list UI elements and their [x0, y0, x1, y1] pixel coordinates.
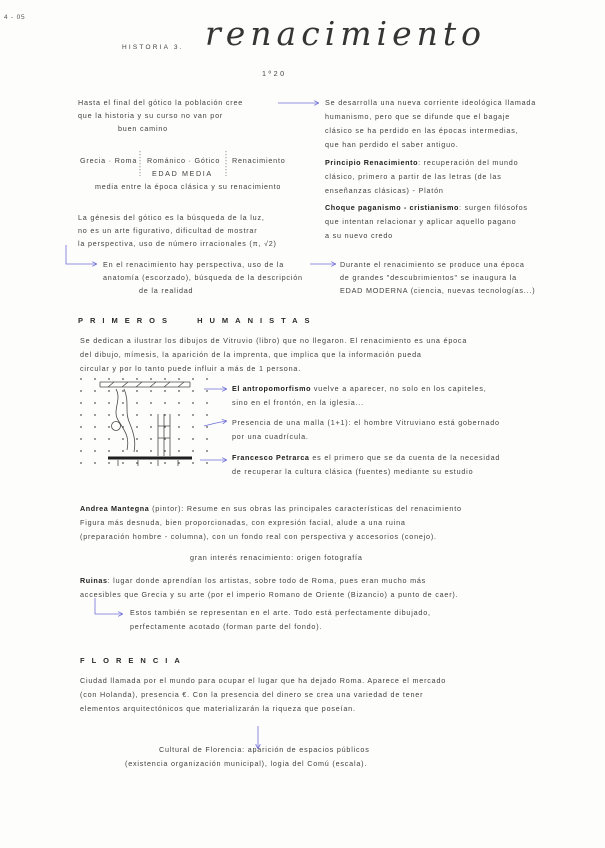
- section-heading-florencia: FLORENCIA: [80, 656, 187, 665]
- line-text: : recuperación del mundo: [418, 158, 519, 167]
- text-line: En el renacimiento hay perspectiva, uso de la: [103, 260, 285, 269]
- note-florencia: [80, 674, 446, 716]
- section-heading-humanistas: PRIMEROS HUMANISTAS: [78, 316, 317, 325]
- note-ruinas: [80, 574, 458, 602]
- lead-term: Andrea Mantegna: [80, 504, 150, 513]
- text-line: de grandes "descubrimientos" se inaugura la: [340, 273, 517, 282]
- text-line: (existencia organización municipal), logia del Comú (escala).: [125, 759, 368, 768]
- lead-term: Ruinas: [80, 576, 108, 585]
- note-choque: [325, 201, 528, 243]
- text-line: por una cuadrícula.: [232, 432, 309, 441]
- text-line: no es un arte figurativo, dificultad de mostrar: [78, 226, 258, 235]
- lead-term: Principio Renacimiento: [325, 158, 419, 167]
- text-line: Hasta el final del gótico la población cree: [78, 98, 244, 107]
- text-line: anatomía (escorzado), búsqueda de la descripción: [103, 273, 303, 282]
- page-title: renacimiento: [205, 14, 487, 53]
- text-line: EDAD MODERNA (ciencia, nuevas tecnologías...): [340, 286, 536, 295]
- text-line: humanismo, pero que se difunde que el bagaje: [325, 112, 511, 121]
- text-line: clásico, primero a partir de las letras (de las: [325, 172, 502, 181]
- text-line: enseñanzas clásicas) - Platón: [325, 186, 444, 195]
- note-principio: [325, 156, 518, 198]
- text-line: a su nuevo credo: [325, 231, 393, 240]
- title-note: 1º20: [262, 69, 287, 78]
- note-petrarca: [232, 451, 500, 479]
- period-middle-ages: EDAD MEDIA: [152, 169, 213, 178]
- line-text: : surgen filósofos: [459, 203, 528, 212]
- text-line: Durante el renacimiento se produce una época: [340, 260, 525, 269]
- text-line: clásico se ha perdido en las épocas intermedias,: [325, 126, 519, 135]
- text-line: [80, 502, 462, 516]
- period-note: media entre la época clásica y su renacimiento: [95, 182, 282, 191]
- text-line: Figura más desnuda, bien proporcionadas, con expresión facial, alude a una ruina: [80, 518, 406, 527]
- period-renaissance: Renacimiento: [232, 156, 286, 165]
- text-line: [325, 201, 528, 215]
- text-line: [325, 156, 518, 170]
- line-text: (pintor): Resume en sus obras las principales características del renacimiento: [149, 504, 462, 513]
- period-medieval: Románico · Gótico: [147, 156, 221, 165]
- note-ruinas-arte: [130, 606, 431, 634]
- text-line: que la historia y su curso no van por: [78, 111, 224, 120]
- period-classical: Grecia · Roma: [80, 156, 138, 165]
- lead-term: El antropomorfismo: [232, 384, 312, 393]
- note-mantegna: [80, 502, 462, 544]
- note-hasta-gotico: [78, 96, 243, 135]
- text-line: sino en el frontón, en la iglesia...: [232, 398, 364, 407]
- text-line: circular y por lo tanto puede influir a más de 1 persona.: [80, 364, 301, 373]
- text-line: [232, 382, 487, 396]
- lead-term: Francesco Petrarca: [232, 453, 310, 462]
- text-line: la perspectiva, uso de número irracionales (π, √2): [78, 239, 277, 248]
- text-line: Ciudad llamada por el mundo para ocupar el lugar que ha dejado Roma. Aparece el mercado: [80, 676, 447, 685]
- text-line: que intentan relacionar y aplicar aquello pagano: [325, 217, 517, 226]
- line-text: es el primero que se da cuenta de la necesidad: [309, 453, 501, 462]
- text-line: Se dedican a ilustrar los dibujos de Vitruvio (libro) que no llegaron. El renacimiento es una época: [80, 336, 468, 345]
- text-line: accesibles que Grecia y su arte (por el imperio Romano de Oriente (Bizancio) a punto de caer).: [80, 590, 459, 599]
- note-florencia-cultural: [125, 743, 370, 771]
- text-line: de la realidad: [139, 286, 194, 295]
- text-line: [232, 451, 500, 465]
- text-line: buen camino: [118, 124, 168, 133]
- line-text: vuelve a aparecer, no solo en los capiteles,: [311, 384, 487, 393]
- lead-term: Choque paganismo - cristianismo: [325, 203, 460, 212]
- text-line: del dibujo, mímesis, la aparición de la imprenta, que implica que la información pueda: [80, 350, 422, 359]
- note-fotografia: gran interés renacimiento: origen fotografía: [190, 553, 363, 562]
- line-text: : lugar donde aprendían los artistas, sobre todo de Roma, pues eran mucho más: [107, 576, 427, 585]
- text-line: (preparación hombre - columna), con un fondo real con perspectiva y accesorios (conejo).: [80, 532, 437, 541]
- text-line: [80, 574, 458, 588]
- text-line: perfectamente acotado (forman parte del fondo).: [130, 622, 323, 631]
- text-line: elementos arquitectónicos que materializarán la riqueza que poseían.: [80, 704, 356, 713]
- text-line: Estos también se representan en el arte. Todo está perfectamente dibujado,: [130, 608, 431, 617]
- note-gotico: [78, 211, 277, 250]
- text-line: de recuperar la cultura clásica (fuentes) mediante su estudio: [232, 467, 474, 476]
- subject-label: HISTORIA 3.: [122, 44, 184, 51]
- text-line: que han perdido el saber antiguo.: [325, 140, 459, 149]
- text-line: Se desarrolla una nueva corriente ideológica llamada: [325, 98, 537, 107]
- text-line: Presencia de una malla (1+1): el hombre Vitruviano está gobernado: [232, 418, 500, 427]
- text-line: La génesis del gótico es la búsqueda de la luz,: [78, 213, 265, 222]
- note-humanistas-intro: [80, 334, 467, 376]
- note-perspectiva: [103, 258, 303, 297]
- page-corner-note: 4 - 05: [4, 14, 26, 21]
- note-malla: [232, 416, 500, 444]
- text-line: (con Holanda), presencia €. Con la presencia del dinero se crea una variedad de tener: [80, 690, 424, 699]
- note-humanismo: [325, 96, 536, 152]
- text-line: Cultural de Florencia: aparición de espacios públicos: [159, 745, 370, 754]
- note-antropomorfismo: [232, 382, 487, 410]
- note-edad-moderna: [340, 258, 535, 297]
- vitruvian-sketch: [78, 376, 208, 472]
